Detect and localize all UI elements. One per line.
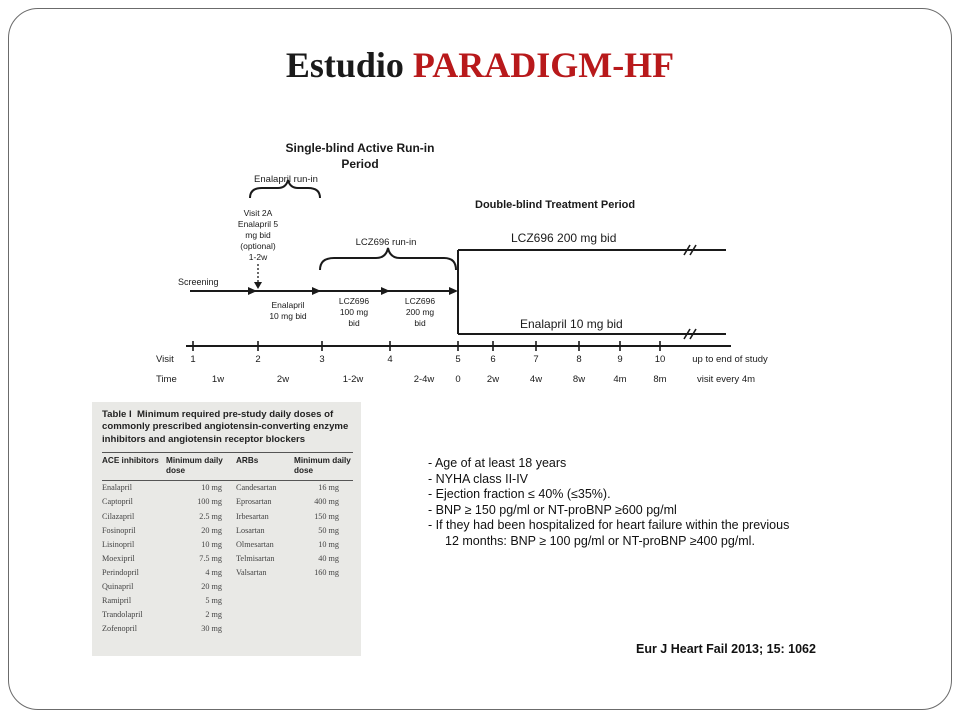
arb-dose-cell [294, 622, 353, 636]
table-row [102, 608, 353, 622]
time-label: 2-4w [413, 374, 435, 385]
enalapril-10-label-2: 10 mg bid [269, 311, 307, 321]
table-row [102, 580, 353, 594]
ace-dose-cell: 20 mg [201, 525, 222, 535]
lcz-100-label-3: bid [348, 318, 360, 328]
table-row [102, 565, 353, 579]
table-caption-prefix: Table I [102, 409, 132, 420]
screening-arrowhead-3 [312, 287, 321, 295]
dose-table-panel [92, 402, 361, 656]
screening-arrowhead-4 [381, 287, 390, 295]
visit-label: 7 [533, 354, 539, 365]
header-ace: ACE inhibitors [102, 452, 166, 480]
ace-dose-cell: 30 mg [201, 624, 222, 634]
visit-label: 8 [576, 354, 582, 365]
arb-cell: Candesartan [236, 483, 277, 493]
dose-table-body [102, 480, 353, 636]
ace-inhibitor-cell: Captopril [102, 497, 133, 507]
lcz-200-label-1: LCZ696 [404, 296, 436, 306]
visit-label: 6 [490, 354, 496, 365]
arb-cell [236, 622, 294, 636]
criteria-text-continued: 12 months: BNP ≥ 100 pg/ml or NT-proBNP ≥400 pg/ml. [445, 533, 755, 548]
arb-dose-cell [294, 580, 353, 594]
arb-cell [236, 608, 294, 622]
arb-dose-cell: 10 mg [318, 539, 339, 549]
ace-dose-cell: 5 mg [205, 596, 222, 606]
enalapril-arm-label: Enalapril 10 mg bid [520, 317, 623, 331]
visit-2a-note-5: 1-2w [248, 252, 268, 262]
ace-dose-cell: 2 mg [205, 610, 222, 620]
ace-inhibitor-cell: Moexipril [102, 553, 135, 563]
header-arb-dose: Minimum daily dose [294, 452, 353, 480]
table-header-row [102, 452, 353, 480]
ace-inhibitor-cell: Trandolapril [102, 610, 143, 620]
run-in-header-line-1: Single-blind Active Run-in [285, 141, 435, 155]
time-label: 0 [455, 374, 461, 385]
study-design-diagram [148, 132, 768, 390]
table-row [102, 523, 353, 537]
arb-dose-cell [294, 594, 353, 608]
arb-cell [236, 594, 294, 608]
arb-cell: Valsartan [236, 567, 267, 577]
ace-inhibitor-cell: Quinapril [102, 582, 134, 592]
criteria-item [428, 487, 848, 503]
ace-dose-cell: 10 mg [201, 483, 222, 493]
ace-inhibitor-cell: Zofenopril [102, 624, 138, 634]
arb-dose-cell [294, 608, 353, 622]
ace-inhibitor-cell: Perindopril [102, 567, 139, 577]
ace-inhibitor-cell: Cilazapril [102, 511, 135, 521]
lcz-run-in-label: LCZ696 run-in [355, 237, 417, 248]
criteria-item [428, 456, 848, 472]
criteria-item [428, 503, 848, 519]
time-label: 2w [276, 374, 290, 385]
ace-inhibitor-cell: Enalapril [102, 483, 133, 493]
time-label: 8m [653, 374, 667, 385]
arb-dose-cell: 40 mg [318, 553, 339, 563]
table-row [102, 551, 353, 565]
citation: Eur J Heart Fail 2013; 15: 1062 [636, 642, 816, 656]
visit-label: 10 [654, 354, 666, 365]
ace-inhibitor-cell: Fosinopril [102, 525, 136, 535]
visit-2a-note-2: Enalapril 5 [237, 219, 279, 229]
title-prefix: Estudio [285, 45, 404, 85]
visit-label: 4 [387, 354, 393, 365]
arb-cell: Losartan [236, 525, 265, 535]
visit-label: 9 [617, 354, 623, 365]
ace-dose-cell: 7.5 mg [199, 553, 222, 563]
arb-dose-cell: 400 mg [314, 497, 339, 507]
lcz-200-label-3: bid [414, 318, 426, 328]
header-arbs: ARBs [236, 452, 294, 480]
table-row [102, 495, 353, 509]
table-caption [102, 409, 353, 446]
visit-2a-note-1: Visit 2A [243, 208, 273, 218]
arb-cell: Olmesartan [236, 539, 274, 549]
header-ace-dose: Minimum daily dose [166, 452, 236, 480]
time-label: 1-2w [342, 374, 364, 385]
time-label: 4w [529, 374, 543, 385]
table-row [102, 537, 353, 551]
slide-title [0, 44, 960, 86]
study-design-svg [148, 132, 768, 390]
enalapril-10-label-1: Enalapril [271, 300, 305, 310]
screening-arrowhead-2 [248, 287, 257, 295]
arb-dose-cell: 160 mg [314, 567, 339, 577]
screening-arrowhead-5 [449, 287, 458, 295]
lcz-100-label-1: LCZ696 [338, 296, 370, 306]
criteria-text: - Ejection fraction ≤ 40% (≤35%). [428, 487, 611, 502]
arb-cell: Telmisartan [236, 553, 275, 563]
table-row [102, 622, 353, 636]
lcz-run-in-brace [320, 248, 456, 270]
time-row-label: Time [156, 374, 177, 385]
ace-dose-cell: 4 mg [205, 567, 222, 577]
table-row [102, 509, 353, 523]
arb-cell: Irbesartan [236, 511, 269, 521]
visit-2a-note-3: mg bid [245, 230, 271, 240]
lcz-arm-label: LCZ696 200 mg bid [511, 231, 617, 245]
dose-table [102, 452, 353, 636]
visit-label: up to end of study [692, 354, 768, 365]
lcz-200-label-2: 200 mg [405, 307, 435, 317]
visit-label: 1 [190, 354, 196, 365]
visit-label: 3 [319, 354, 325, 365]
arb-cell: Eprosartan [236, 497, 272, 507]
arb-dose-cell: 50 mg [318, 525, 339, 535]
criteria-item [428, 472, 848, 488]
criteria-text: - BNP ≥ 150 pg/ml or NT-proBNP ≥600 pg/ml [428, 502, 677, 517]
lcz-100-label-2: 100 mg [339, 307, 369, 317]
table-row [102, 480, 353, 495]
visit-label: 5 [455, 354, 461, 365]
visit-label: 2 [255, 354, 261, 365]
enalapril-run-in-label: Enalapril run-in [254, 174, 318, 185]
criteria-item [428, 518, 848, 549]
visit-2a-arrowhead [254, 282, 262, 289]
time-label: 2w [486, 374, 500, 385]
ace-dose-cell: 20 mg [201, 582, 222, 592]
screening-label: Screening [178, 277, 219, 287]
criteria-text: - Age of at least 18 years [428, 456, 567, 470]
time-label: 8w [572, 374, 586, 385]
time-label: visit every 4m [696, 374, 756, 385]
time-label: 1w [211, 374, 225, 385]
criteria-text: - NYHA class II-IV [428, 471, 529, 486]
ace-dose-cell: 2.5 mg [199, 511, 222, 521]
time-label: 4m [613, 374, 627, 385]
arb-cell [236, 580, 294, 594]
arb-dose-cell: 150 mg [314, 511, 339, 521]
table-row [102, 594, 353, 608]
ace-dose-cell: 100 mg [197, 497, 222, 507]
run-in-header-line-2: Period [341, 157, 379, 171]
table-caption-text: Minimum required pre-study daily doses of commonly prescribed angiotensin-converting enzyme inhibitors and angiotensin receptor blockers [102, 409, 349, 445]
ace-inhibitor-cell: Lisinopril [102, 539, 135, 549]
title-highlight: PARADIGM-HF [412, 45, 675, 85]
criteria-text: - If they had been hospitalized for heart failure within the previous [428, 518, 790, 533]
visit-2a-note-4: (optional) [240, 241, 276, 251]
inclusion-criteria [428, 456, 848, 550]
arb-dose-cell: 16 mg [318, 483, 339, 493]
visit-row-label: Visit [156, 354, 174, 365]
treatment-header: Double-blind Treatment Period [475, 199, 636, 211]
ace-dose-cell: 10 mg [201, 539, 222, 549]
ace-inhibitor-cell: Ramipril [102, 596, 132, 606]
